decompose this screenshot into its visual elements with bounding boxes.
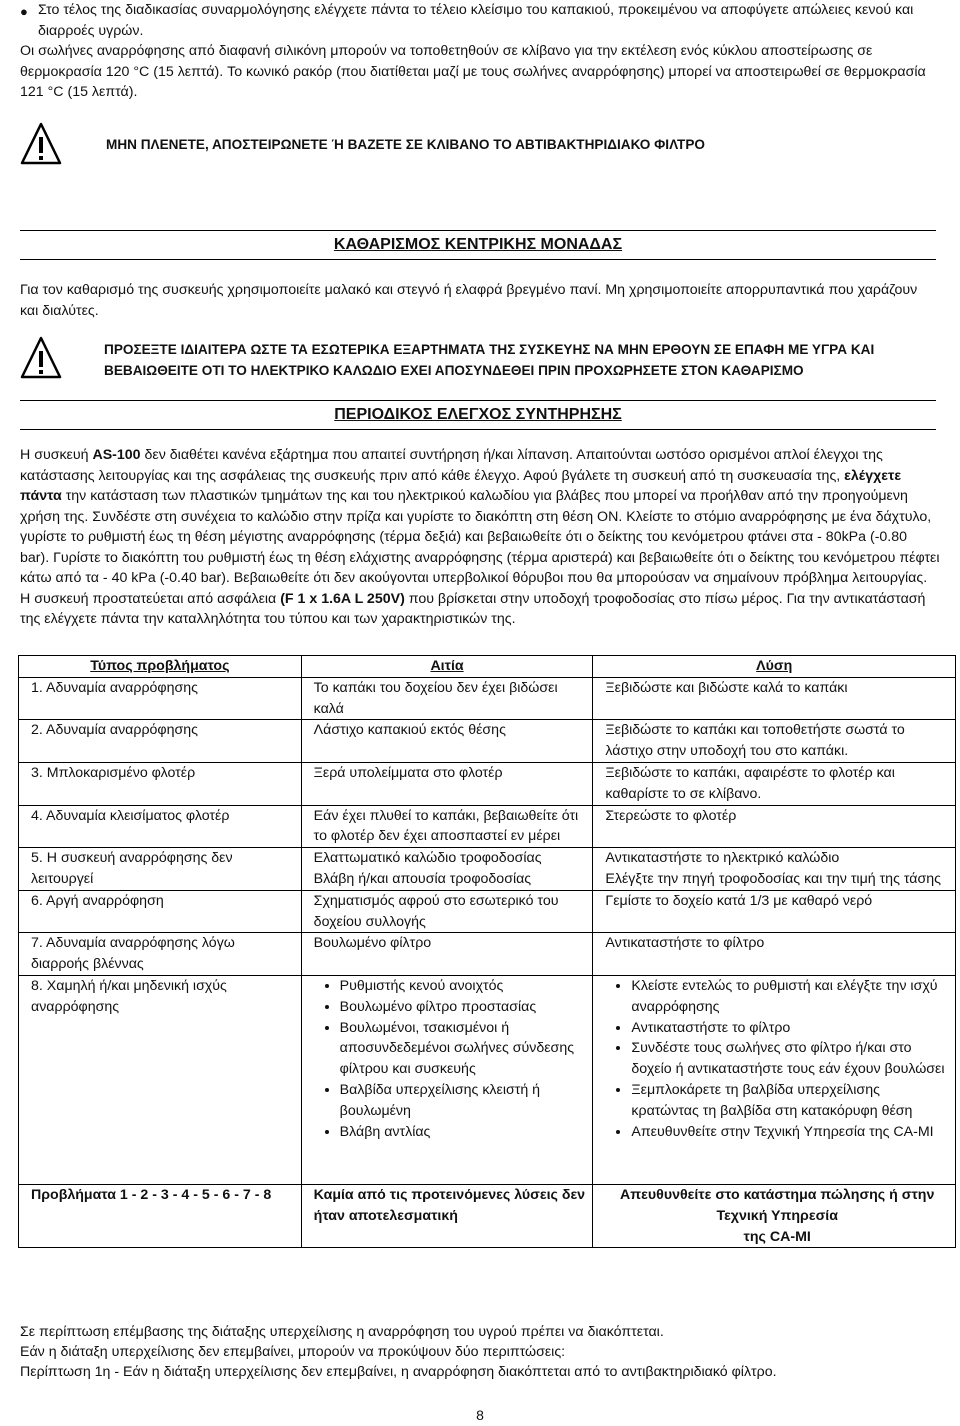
cause-cell: Το καπάκι του δοχείου δεν έχει βιδώσει καλά [301, 677, 593, 720]
warning-triangle-icon [20, 336, 62, 380]
table-row [19, 720, 956, 763]
intro-paragraph: Οι σωλήνες αναρρόφησης από διαφανή σιλικόνη μπορούν να τοποθετηθούν σε κλίβανο για την εκτέλεση ενός κύκλου αποστείρωσης σε θερμοκρασία 120 °C (15 λεπτά). Το κωνικό ρακόρ (που διατίθεται μαζί με τους σωλήνες αναρρόφησης) μπορεί να αποστειρωθεί σε θερμοκρασία 121 °C (15 λεπτά). [20, 43, 926, 100]
table-row [19, 848, 956, 891]
bullet-dot: ● [20, 4, 28, 19]
table-row [19, 762, 956, 805]
solution-cell: Αντικαταστήστε το φίλτρο [593, 933, 956, 976]
cause-cell: Σχηματισμός αφρού στο εσωτερικό του δοχείου συλλογής [301, 890, 593, 933]
problem-cell: 4. Αδυναμία κλεισίματος φλοτέρ [19, 805, 302, 848]
header-cause: Αιτία [301, 656, 593, 678]
solution-cell: Ξεβιδώστε το καπάκι και τοποθετήστε σωστά το λάστιχο στην υποδοχή του στο καπάκι. [593, 720, 956, 763]
list-item: • Κλείστε εντελώς το ρυθμιστή και ελέγξτε την ισχύ αναρρόφησης [631, 976, 949, 1018]
warning-filter-text: ΜΗΝ ΠΛΕΝΕΤΕ, ΑΠΟΣΤΕΙΡΩΝΕΤΕ Ή ΒΑΖΕΤΕ ΣΕ ΚΛΙΒΑΝΟ ΤΟ ΑΒΤΙΒΑΚΤΗΡΙΔΙΑΚΟ ΦΙΛΤΡΟ [106, 137, 705, 152]
problem-cell: 6. Αργή αναρρόφηση [19, 890, 302, 933]
footer-line-2: Εάν η διάταξη υπερχείλισης δεν επεμβαίνει, μπορούν να προκύψουν δύο περιπτώσεις: [20, 1344, 566, 1360]
intro-bullet-text: Στο τέλος της διαδικασίας συναρμολόγησης ελέγχετε πάντα το τέλειο κλείσιμο του καπακιού, προκειμένου να αποφύγετε απώλειες κενού και διαρροές υγρών. [38, 2, 914, 39]
final-solution-text: Απευθυνθείτε στο κατάστημα πώλησης ή στην Τεχνική Υπηρεσία [620, 1186, 935, 1224]
footer-line-3: Περίπτωση 1η - Εάν η διάταξη υπερχείλισης δεν επεμβαίνει, η αναρρόφηση διακόπτεται από το αντιβακτηριδιακό φίλτρο. [20, 1364, 777, 1380]
table-row [19, 890, 956, 933]
problem-cell: 8. Χαμηλή ή/και μηδενική ισχύς αναρρόφησης [19, 975, 302, 1184]
list-item: • Βουλωμένο φίλτρο προστασίας [340, 997, 587, 1018]
table-row [19, 677, 956, 720]
final-solution-company: της CA-MI [743, 1228, 811, 1245]
problem-cell: 5. Η συσκευή αναρρόφησης δεν λειτουργεί [19, 848, 302, 891]
header-problem-type: Τύπος προβλήματος [19, 656, 302, 678]
list-item: • Αντικαταστήστε το φίλτρο [631, 1018, 949, 1039]
list-item: • Ρυθμιστής κενού ανοιχτός [340, 976, 587, 997]
cause-cell: Βουλωμένο φίλτρο [301, 933, 593, 976]
list-item: • Απευθυνθείτε στην Τεχνική Υπηρεσία της CA-MI [631, 1122, 949, 1143]
solution-cell: Ξεβιδώστε και βιδώστε καλά το καπάκι [593, 677, 956, 720]
list-item: • Συνδέστε τους σωλήνες στο φίλτρο ή/και στο δοχείο ή αντικαταστήστε τους εάν έχουν βουλώσει [631, 1038, 949, 1080]
maintenance-text: Η συσκευή AS-100 δεν διαθέτει κανένα εξάρτημα που απαιτεί συντήρηση ή/και λίπανση. Απαιτούνται ωστόσο ορισμένοι απλοί έλεγχοι της κατάστασης λειτουργίας και της ασφάλειας της συσκευής πριν από κάθε έλεγχο. Αφού βγάλετε τη συσκευή από τη συσκευασία της, ελέγχετε πάντα την κατάσταση των πλαστικών τμημάτων της και του ηλεκτρικού καλωδίου για βλάβες που μπορεί να προήλθαν από την προηγούμενη χρήση της. Συνδέστε στη συνέχεια το καλώδιο στην πρίζα και γυρίστε το διακόπτη στη θέση ON. Κλείστε το στόμιο αναρρόφησης με ένα δάχτυλο, γυρίστε το ρυθμιστή έως τη θέση μέγιστης αναρρόφησης (τέρμα δεξιά) και βεβαιωθείτε ότι ο δείκτης του κενόμετρου φτάνει στα - 80kPa (-0.80 bar). Γυρίστε το διακόπτη του ρυθμιστή έως τη θέση ελάχιστης αναρρόφησης (τέρμα αριστερά) και βεβαιωθείτε ότι ο δείκτης του κενόμετρου πέφτει κάτω από τα - 40 kPa (-0.40 bar). Βεβαιωθείτε ότι δεν ακούγονται υπερβολικοί θόρυβοι που θα μπορούσαν να σημαίνουν πρόβλημα λειτουργίας. Η συσκευή προστατεύεται από ασφάλεια (F 1 x 1.6A L 250V) που βρίσκεται στην υποδοχή τροφοδοσίας στο πίσω μέρος. Για την αντικατάστασή της ελέγχετε πάντα την καταλληλότητα του τύπου και των χαρακτηριστικών της. [20, 447, 940, 627]
header-solution: Λύση [593, 656, 956, 678]
solution-cell [593, 975, 956, 1184]
solution-cell: Γεμίστε το δοχείο κατά 1/3 με καθαρό νερό [593, 890, 956, 933]
problem-cell: 7. Αδυναμία αναρρόφησης λόγω διαρροής βλέννας [19, 933, 302, 976]
cause-cell [301, 975, 593, 1184]
cause-cell: Καμία από τις προτεινόμενες λύσεις δεν ήταν αποτελεσματική [301, 1184, 593, 1247]
cleaning-text: Για τον καθαρισμό της συσκευής χρησιμοποιείτε μαλακό και στεγνό ή ελαφρά βρεγμένο πανί. Μη χρησιμοποιείτε απορρυπαντικά που χαράζουν και διαλύτες. [20, 282, 918, 319]
solution-cell [593, 1184, 956, 1247]
cleaning-section-title: ΚΑΘΑΡΙΣΜΟΣ ΚΕΝΤΡΙΚΗΣ ΜΟΝΑΔΑΣ [20, 230, 936, 260]
cause-cell: Λάστιχο καπακιού εκτός θέσης [301, 720, 593, 763]
table-row [19, 933, 956, 976]
list-item: • Βουλωμένοι, τσακισμένοι ή αποσυνδεδεμένοι σωλήνες σύνδεσης φίλτρου και συσκευής [340, 1018, 587, 1080]
warning-triangle-icon [20, 122, 62, 166]
list-item: • Βαλβίδα υπερχείλισης κλειστή ή βουλωμένη [340, 1080, 587, 1122]
footer-line-1: Σε περίπτωση επέμβασης της διάταξης υπερχείλισης η αναρρόφηση του υγρού πρέπει να διακόπτεται. [20, 1324, 664, 1340]
solution-cell: Ξεβιδώστε το καπάκι, αφαιρέστε το φλοτέρ και καθαρίστε το σε κλίβανο. [593, 762, 956, 805]
problem-cell: Προβλήματα 1 - 2 - 3 - 4 - 5 - 6 - 7 - 8 [19, 1184, 302, 1247]
maintenance-section-title: ΠΕΡΙΟΔΙΚΟΣ ΕΛΕΓΧΟΣ ΣΥΝΤΗΡΗΣΗΣ [20, 400, 936, 430]
emphasis-text: ελέγχετε πάντα [20, 467, 902, 504]
problem-cell: 3. Μπλοκαρισμένο φλοτέρ [19, 762, 302, 805]
table-header-row [19, 656, 956, 678]
table-row [19, 805, 956, 848]
cause-cell: Εάν έχει πλυθεί το καπάκι, βεβαιωθείτε ότι το φλοτέρ δεν έχει αποσπαστεί εν μέρει [301, 805, 593, 848]
cleaning-warning-text: ΠΡΟΣΕΞΤΕ ΙΔΙΑΙΤΕΡΑ ΩΣΤΕ ΤΑ ΕΣΩΤΕΡΙΚΑ ΕΞΑΡΤΗΜΑΤΑ ΤΗΣ ΣΥΣΚΕΥΗΣ ΝΑ ΜΗΝ ΕΡΘΟΥΝ ΣΕ ΕΠΑΦΗ ΜΕ ΥΓΡΑ ΚΑΙ ΒΕΒΑΙΩΘΕΙΤΕ ΟΤΙ ΤΟ ΗΛΕΚΤΡΙΚΟ ΚΑΛΩΔΙΟ ΕΧΕΙ ΑΠΟΣΥΝΔΕΘΕΙ ΠΡΙΝ ΠΡΟΧΩΡΗΣΕΤΕ ΣΤΟΝ ΚΑΘΑΡΙΣΜΟ [104, 342, 875, 378]
troubleshooting-table [18, 655, 956, 1248]
cause-cell: Ελαττωματικό καλώδιο τροφοδοσίας Βλάβη ή/και απουσία τροφοδοσίας [301, 848, 593, 891]
table-row [19, 975, 956, 1184]
solution-cell: Αντικαταστήστε το ηλεκτρικό καλώδιο Ελέγξτε την πηγή τροφοδοσίας και την τιμή της τάσης [593, 848, 956, 891]
page-number: 8 [476, 1407, 484, 1423]
model-name: AS-100 [92, 447, 141, 463]
solution-cell: Στερεώστε το φλοτέρ [593, 805, 956, 848]
list-item: • Βλάβη αντλίας [340, 1122, 587, 1143]
table-row [19, 1184, 956, 1247]
cause-cell: Ξερά υπολείμματα στο φλοτέρ [301, 762, 593, 805]
fuse-spec: (F 1 x 1.6A L 250V) [280, 590, 405, 607]
problem-cell: 1. Αδυναμία αναρρόφησης [19, 677, 302, 720]
list-item: • Ξεμπλοκάρετε τη βαλβίδα υπερχείλισης κρατώντας τη βαλβίδα στη κατακόρυφη θέση [631, 1080, 949, 1122]
problem-cell: 2. Αδυναμία αναρρόφησης [19, 720, 302, 763]
